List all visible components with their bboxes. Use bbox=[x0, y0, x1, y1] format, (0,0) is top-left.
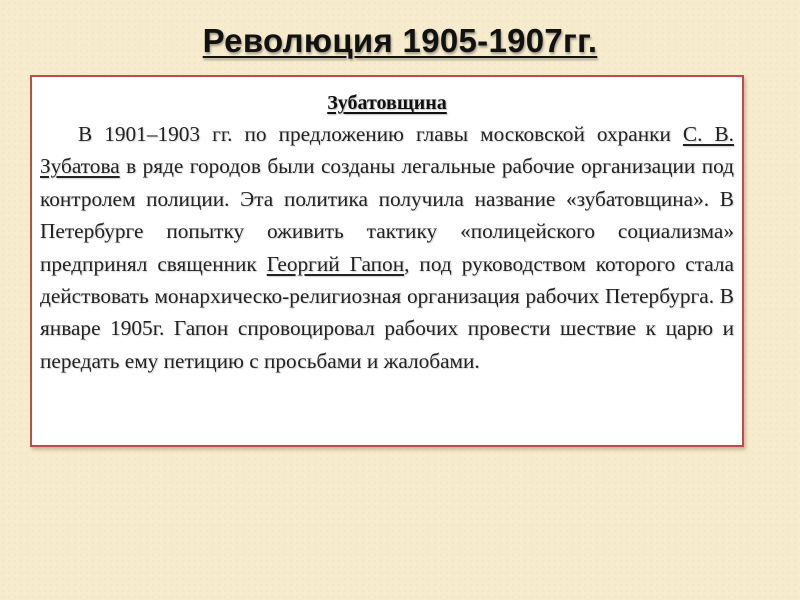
body-text-part: в ряде городов были созданы легальные рабочие организации под контролем полиции. Эта политика получила название «зубатовщина». В Петербурге попытку оживить тактику «полицейского социализма» предпринял священник bbox=[40, 154, 734, 276]
box-heading: Зубатовщина bbox=[327, 92, 447, 114]
body-text-part: , под руководством которого стала действовать монархическо-религиозная организация рабочих Петербурга. В январе 1905г. Гапон спровоцировал рабочих провести шествие к царю и передать ему петицию с просьбами и жалобами. bbox=[40, 251, 734, 373]
body-paragraph bbox=[40, 118, 734, 377]
content-box bbox=[30, 75, 744, 447]
body-text-part: В 1901–1903 гг. по предложению главы московской охранки bbox=[78, 122, 683, 146]
gapon-name: Георгий Гапон bbox=[266, 251, 405, 276]
zubatov-name: С. В. Зубатова bbox=[40, 122, 734, 179]
slide-title: Революция 1905-1907гг. bbox=[202, 22, 598, 59]
